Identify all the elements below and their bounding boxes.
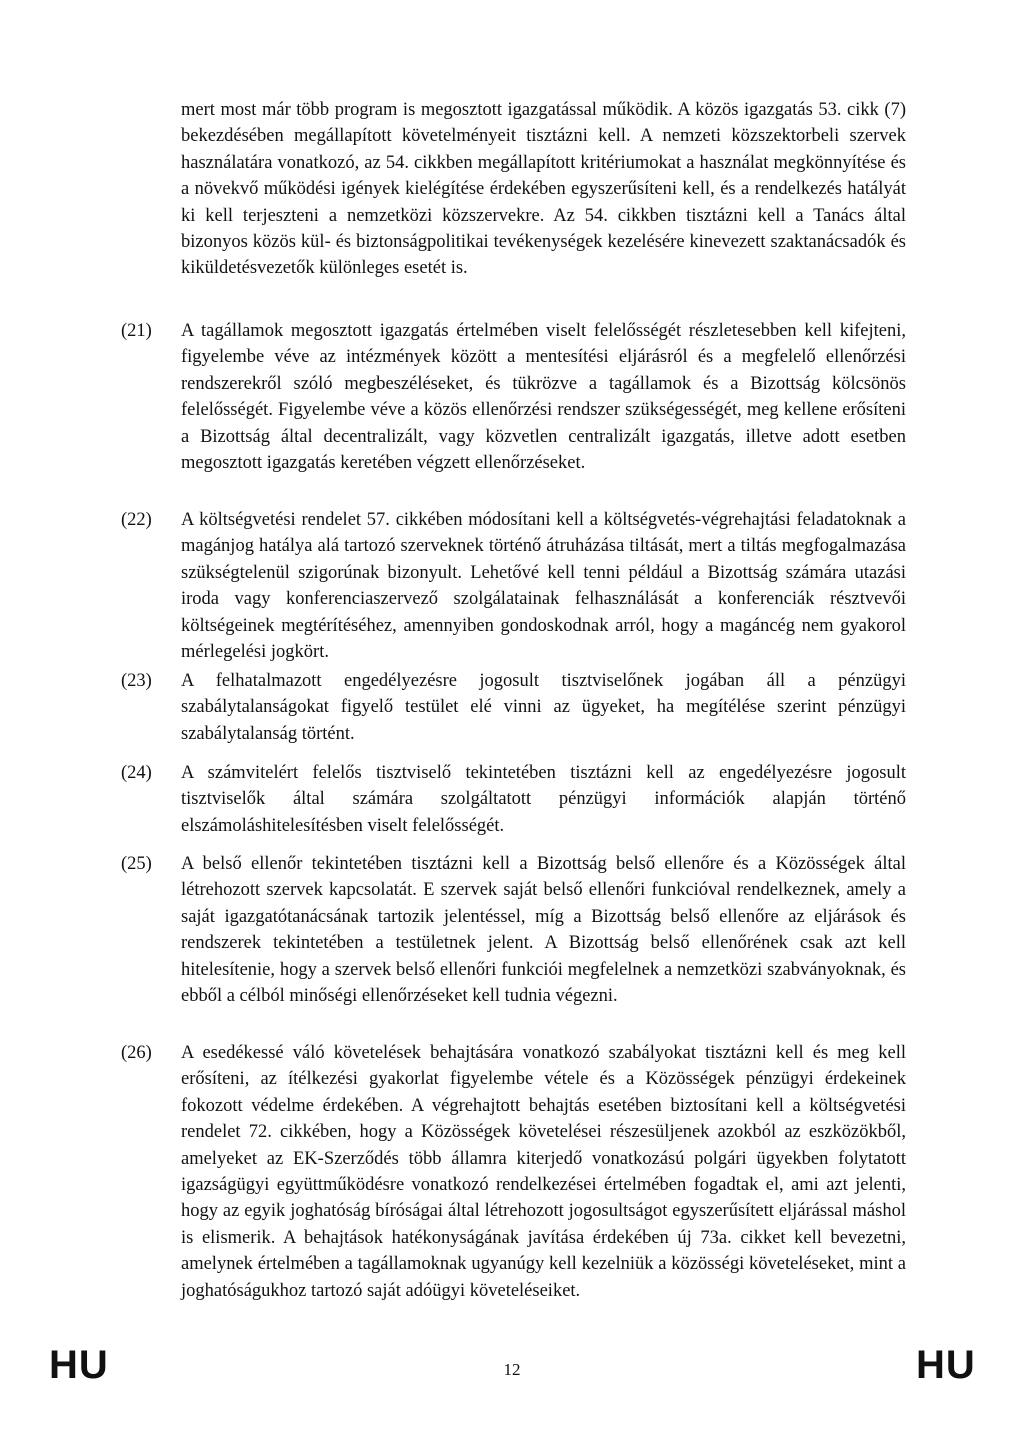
footer-language-right: HU bbox=[916, 1343, 976, 1387]
recital-26 bbox=[121, 1040, 906, 1304]
intro-paragraph: mert most már több program is megosztott igazgatással működik. A közös igazgatás 53. cikk (7) bekezdésében megállapított követelményeit tisztázni kell. A nemzeti közszektorbeli szervek használatára vonatkozó, az 54. cikkben megállapított kritériumokat a használat megkönnyítése és a növekvő működési igények kielégítése érdekében egyszerűsíteni kell, és a rendelkezés hatályát ki kell terjeszteni a nemzetközi közszervekre. Az 54. cikkben tisztázni kell a Tanács által bizonyos közös kül- és biztonságpolitikai tevékenységek kezelésére kinevezett szaktanácsadók és kiküldetésvezetők különleges esetét is. bbox=[181, 100, 906, 279]
recital-text: A számvitelért felelős tisztviselő tekintetében tisztázni kell az engedélyezésre jogosult tisztviselők által számára szolgáltatott pénzügyi információk alapján történő elszámoláshitelesítésben viselt felelősségét. bbox=[181, 763, 906, 836]
recital-text: A költségvetési rendelet 57. cikkében módosítani kell a költségvetés-végrehajtási feladatoknak a magánjog hatálya alá tartozó szerveknek történő átruházása tiltását, mert a tiltás megfogalmazása szükségtelenül szigorúnak bizonyult. Lehetővé kell tenni például a Bizottság számára utazási iroda vagy konferenciaszervező szolgálatainak felhasználását a konferenciák résztvevői költségeinek megtérítéséhez, amennyiben gondoskodnak arról, hogy a magáncég nem gyakorol mérlegelési jogkört. bbox=[181, 510, 906, 663]
recital-text: A esedékessé váló követelések behajtására vonatkozó szabályokat tisztázni kell és meg kell erősíteni, az ítélkezési gyakorlat figyelembe vétele és a Közösségek pénzügyi érdekeinek fokozott védelme érdekében. A végrehajtott behajtás esetében biztosítani kell a költségvetési rendelet 72. cikkében, hogy a Közösségek követelései részesüljenek azokból az eszközökből, amelyeket az EK-Szerződés több államra kiterjedő vonatkozású polgári ügyekben folytatott igazságügyi együttműködésre vonatkozó rendelkezései értelmében fogadtak el, ami azt jelenti, hogy az egyik joghatóság bíróságai által létrehozott jogosultságot egyszerűsített eljárással máshol is elismerik. A behajtások hatékonyságának javítása érdekében új 73a. cikket kell bevezetni, amelynek értelmében a tagállamoknak ugyanúgy kell kezelniük a közösségi követeléseket, mint a joghatóságukhoz tartozó saját adóügyi követeléseiket. bbox=[181, 1043, 906, 1301]
recital-text: A tagállamok megosztott igazgatás értelmében viselt felelősségét részletesebben kell kifejteni, figyelembe véve az intézmények között a mentesítési eljárásról és a megfelelő ellenőrzési rendszerekről szóló megbeszéléseket, és tükrözve a tagállamok és a Bizottság kölcsönös felelősségét. Figyelembe véve a közös ellenőrzési rendszer szükségességét, meg kellene erősíteni a Bizottság által decentralizált, vagy közvetlen centralizált igazgatás, illetve adott esetben megosztott igazgatás keretében végzett ellenőrzéseket. bbox=[181, 321, 906, 474]
recital-22 bbox=[121, 507, 906, 665]
recital-21 bbox=[121, 318, 906, 476]
recital-number: (24) bbox=[121, 763, 152, 783]
recital-24 bbox=[121, 760, 906, 839]
recital-25 bbox=[121, 851, 906, 1009]
recital-text: A belső ellenőr tekintetében tisztázni kell a Bizottság belső ellenőre és a Közösségek által létrehozott szervek kapcsolatát. E szervek saját belső ellenőri funkcióval rendelkeznek, amely a saját igazgatótanácsának tartozik jelentéssel, míg a Bizottság belső ellenőre az eljárások és rendszerek tekintetében a testületnek jelent. A Bizottság belső ellenőrének csak azt kell hitelesítenie, hogy a szervek belső ellenőri funkciói megfelelnek a nemzetközi szabványoknak, és ebből a célból minőségi ellenőrzéseket kell tudnia végezni. bbox=[181, 854, 906, 1007]
page-number: 12 bbox=[503, 1360, 521, 1379]
recital-text: A felhatalmazott engedélyezésre jogosult tisztviselőnek jogában áll a pénzügyi szabálytalanságokat figyelő testület elé vinni az ügyeket, ha megítélése szerint pénzügyi szabálytalanság történt. bbox=[181, 671, 906, 744]
recital-number: (23) bbox=[121, 671, 152, 691]
recital-number: (25) bbox=[121, 854, 152, 874]
recital-number: (22) bbox=[121, 510, 152, 530]
recital-23 bbox=[121, 668, 906, 747]
recital-number: (26) bbox=[121, 1043, 152, 1063]
recital-number: (21) bbox=[121, 321, 152, 341]
footer-language-left: HU bbox=[49, 1343, 109, 1387]
